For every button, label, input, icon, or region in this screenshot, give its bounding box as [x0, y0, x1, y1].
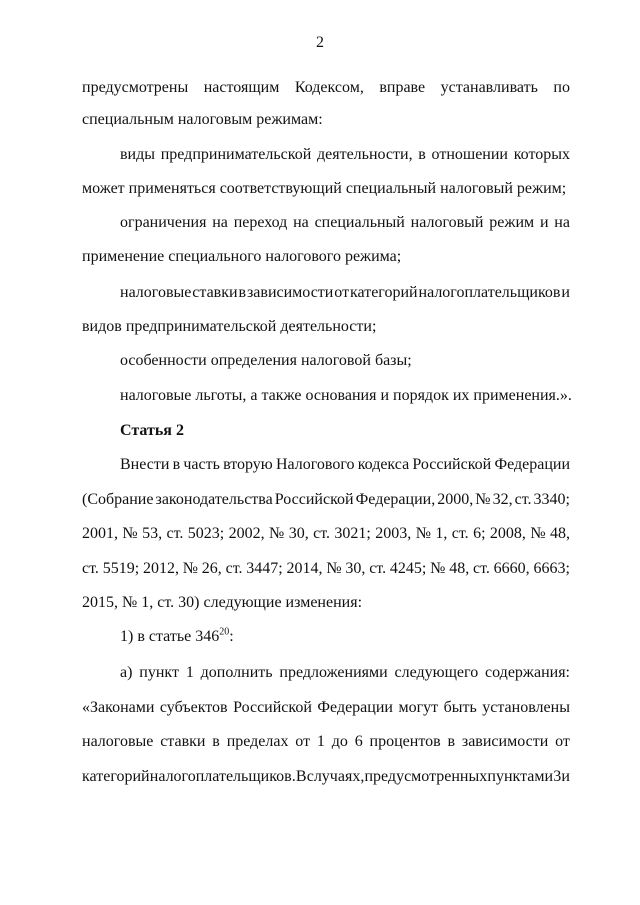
page-number: 2 [316, 34, 324, 51]
word: случаях, [306, 768, 365, 785]
word: настоящим [203, 79, 280, 96]
text-line-3 [120, 145, 570, 165]
word: и [539, 214, 549, 231]
word: в [238, 284, 247, 301]
word: на [212, 214, 228, 231]
word: ограничения [120, 214, 207, 231]
text-line-20 [82, 767, 570, 787]
text-line-5 [120, 213, 570, 233]
word: Федерации [494, 456, 570, 473]
word: 6 [354, 733, 363, 750]
word: зависимости [461, 733, 549, 750]
word: ставки [160, 733, 206, 750]
word: от [295, 733, 311, 750]
word: 3340; [533, 491, 570, 508]
word: налоговые [82, 733, 154, 750]
text-line-16 [120, 627, 570, 647]
word: ст. [166, 525, 184, 542]
word: налогоплательщиков [418, 284, 561, 301]
word: 2000, [437, 491, 474, 508]
text-line-17 [120, 663, 570, 683]
word: содержания: [485, 664, 570, 681]
word: 53, [142, 525, 163, 542]
word: в [172, 456, 181, 473]
word: 48, [449, 560, 470, 577]
superscript: 20 [219, 626, 230, 638]
word: установлены [482, 699, 570, 716]
word: вторую [223, 456, 273, 473]
word: на [554, 214, 570, 231]
word: в [212, 733, 220, 750]
word: переход [233, 214, 288, 231]
word: в [418, 146, 426, 163]
word: 26, [201, 560, 222, 577]
word: 6660, [493, 560, 530, 577]
word: предусмотренных [364, 768, 488, 785]
word: 5023; [187, 525, 225, 542]
word: 3447; [246, 560, 283, 577]
word: на [293, 214, 309, 231]
text-line-10: налоговые льготы, а также основания и порядок их применения.». [120, 387, 572, 404]
text-line-1 [82, 78, 570, 98]
word: Федерации, [355, 491, 436, 508]
word: 2002, [228, 525, 265, 542]
word: 1, [435, 525, 448, 542]
word: В [295, 768, 307, 785]
word: Кодексом, [294, 79, 364, 96]
word: до [331, 733, 348, 750]
word: быть [443, 699, 477, 716]
word: и [561, 284, 570, 301]
word: предусмотрены [82, 79, 189, 96]
word: № [326, 560, 342, 577]
word: от [555, 733, 570, 750]
word: по [553, 79, 570, 96]
word: 32, [492, 491, 513, 508]
word: № [430, 560, 446, 577]
word: и [561, 768, 570, 785]
word: № [182, 560, 198, 577]
word: 30, [288, 525, 309, 542]
word: следующего [394, 664, 479, 681]
word: специальный [314, 214, 405, 231]
word: дополнить [200, 664, 273, 681]
list-item-text: 1) в статье 346 [120, 628, 220, 645]
word: деятельности, [316, 146, 413, 163]
text-line-18 [82, 698, 570, 718]
word: в [447, 733, 456, 750]
word: № [415, 525, 431, 542]
text-line-15: 2015, № 1, ст. 30) следующие изменения: [82, 594, 363, 611]
word: 4245; [389, 560, 427, 577]
word: 6; [473, 525, 486, 542]
word: налоговый [410, 214, 484, 231]
text-line-11 [120, 455, 570, 475]
text-line-7 [120, 283, 570, 303]
word: Российской [412, 456, 492, 473]
word: часть [183, 456, 220, 473]
word: категорий [82, 768, 150, 785]
word: законодательства [155, 491, 273, 508]
word: ставки [192, 284, 238, 301]
word: ст. [472, 560, 490, 577]
word: (Собрание [82, 491, 154, 508]
text-line-6: применение специального налогового режима; [82, 248, 402, 265]
word: пунктами [487, 768, 554, 785]
word: 2014, [286, 560, 323, 577]
word: Налогового [275, 456, 355, 473]
word: категорий [349, 284, 418, 301]
word: отношении [431, 146, 508, 163]
text-line-14 [82, 559, 570, 579]
text-line-13 [82, 524, 570, 544]
article-heading: Статья 2 [120, 422, 184, 439]
text-line-9: особенности определения налоговой базы; [120, 352, 412, 369]
text-line-4: может применяться соответствующий специальный налоговый режим; [82, 180, 567, 197]
word: «Законами [82, 699, 155, 716]
word: налоговые [120, 284, 192, 301]
word: от [334, 284, 350, 301]
word: ст. [225, 560, 243, 577]
word: кодекса [357, 456, 410, 473]
word: налогоплательщиков. [149, 768, 296, 785]
word: могут [398, 699, 439, 716]
word: процентов [369, 733, 441, 750]
word: ст. [514, 491, 532, 508]
word: ст. [82, 560, 99, 577]
word: ст. [451, 525, 469, 542]
word: ст. [313, 525, 331, 542]
word: вправе [379, 79, 426, 96]
word: предложениями [279, 664, 388, 681]
word: субъектов [159, 699, 228, 716]
word: пункт [139, 664, 179, 681]
text-line-19 [82, 732, 570, 752]
word: 3021; [334, 525, 371, 542]
text-line-12 [82, 490, 570, 510]
word: 30, [345, 560, 366, 577]
word: Российской [274, 491, 354, 508]
word: 2001, [82, 525, 118, 542]
word: 2012, [142, 560, 179, 577]
word: ст. [369, 560, 387, 577]
word: 6663; [533, 560, 570, 577]
word: 48, [550, 525, 570, 542]
word: 1 [185, 664, 194, 681]
word: режим [489, 214, 535, 231]
text-line-8: видов предпринимательской деятельности; [82, 318, 377, 335]
word: Внести [120, 456, 170, 473]
word: № [475, 491, 491, 508]
word: зависимости [246, 284, 334, 301]
word: которых [513, 146, 570, 163]
word: № [122, 525, 138, 542]
word: пределах [226, 733, 289, 750]
word: 2008, [489, 525, 526, 542]
word: № [530, 525, 546, 542]
word: устанавливать [440, 79, 538, 96]
word: Российской [233, 699, 312, 716]
word: 1 [316, 733, 325, 750]
list-item-colon: : [229, 628, 234, 645]
word: 5519; [102, 560, 140, 577]
word: № [269, 525, 285, 542]
word: а) [120, 664, 133, 681]
word: 3 [553, 768, 562, 785]
word: Федерации [317, 699, 393, 716]
word: 2003, [375, 525, 412, 542]
word: предпринимательской [160, 146, 312, 163]
word: виды [120, 146, 156, 163]
text-line-2: специальным налоговым режимам: [82, 111, 323, 128]
